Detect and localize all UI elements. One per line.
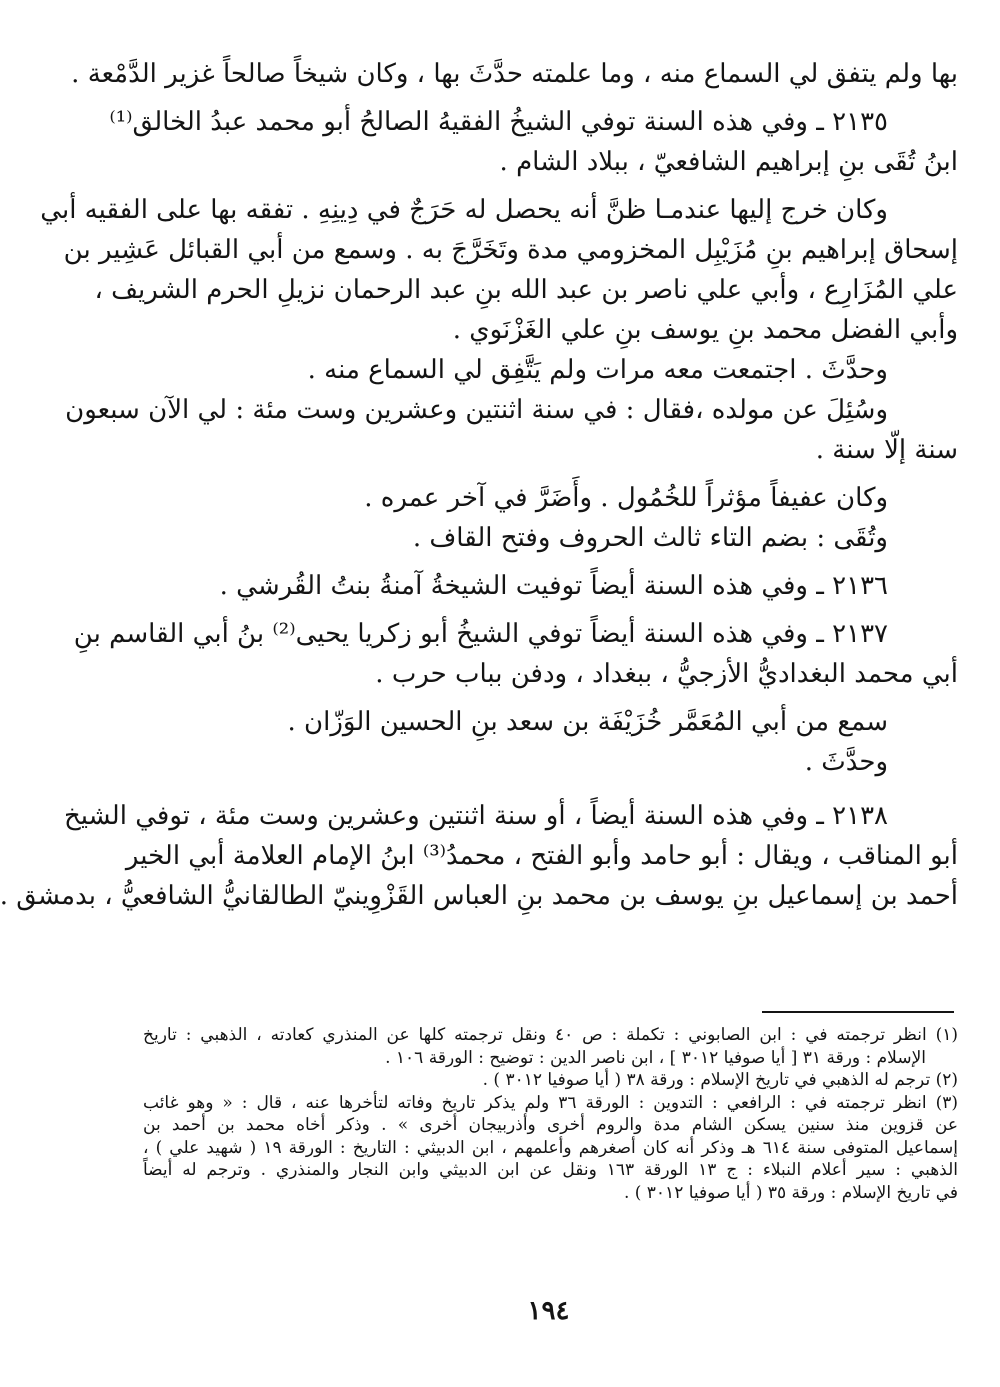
page-number: ١٩٤ <box>527 1296 570 1326</box>
footnote-1: (١) انظر ترجمته في : ابن الصابوني : تكملة : ص ٤٠ ونقل ترجمته كلها عن المنذري كعادته ، الذهبي : تاريخ <box>143 1025 958 1045</box>
text-line: إسحاق إبراهيم بنِ مُزَيْبِل المخزومي مدة وتَخَرَّجَ به . وسمع من أبي القبائل عَشِير بن <box>63 235 958 265</box>
main-text <box>0 54 958 916</box>
text-line: سنة إلّا سنة . <box>815 435 958 465</box>
text-line: وحدَّثَ . <box>804 747 888 777</box>
text-line: سمع من أبي المُعَمَّر خُزَيْفَة بن سعد بنِ الحسين الوَزّان . <box>287 707 888 737</box>
entry-2137-heading: ٢١٣٧ ـ وفي هذه السنة أيضاً توفي الشيخُ أبو زكريا يحيى⁽²⁾ بنُ أبي القاسم بنِ <box>73 619 888 649</box>
text-line: وسُئِلَ عن مولده ،فقال : في سنة اثنتين وعشرين وست مئة : لي الآن سبعون <box>65 395 888 425</box>
text-line: وأبي الفضل محمد بنِ يوسف بنِ علي الغَزْنَوي . <box>452 315 958 345</box>
text-line: بها ولم يتفق لي السماع منه ، وما علمته حدَّثَ بها ، وكان شيخاً صالحاً غزير الدَّمْعة . <box>71 59 958 89</box>
footnote-line: إسماعيل المتوفى سنة ٦١٤ هـ وذكر أنه كان أصغرهم وأعلمهم ، ابن الدبيثي : التاريخ : الورقة ١٩ ( شهيد علي ) ، <box>143 1137 958 1158</box>
text-line: وكان خرج إليها عندمـا ظنَّ أنه يحصل له حَرَجٌ في دِينِهِ . تفقه بها على الفقيه أبي <box>40 195 888 225</box>
text-line: ابنُ تُقَى بنِ إبراهيم الشافعيّ ، ببلاد الشام . <box>499 147 958 177</box>
footnotes <box>143 1024 958 1204</box>
footnote-2: (٢) ترجم له الذهبي في تاريخ الإسلام : ورقة ٣٨ ( أيا صوفيا ٣٠١٢ ) . <box>482 1070 958 1090</box>
footnote-line: في تاريخ الإسلام : ورقة ٣٥ ( أيا صوفيا ٣٠١٢ ) . <box>623 1182 958 1203</box>
text-line: وكان عفيفاً مؤثراً للخُمُول . وأَضَرَّ في آخر عمره . <box>364 483 888 513</box>
footnote-line: عن قزوين منذ سنين يسكن الشام مدة والروم أخرى وأذربيجان أخرى » . وذكر أخاه محمد بن أحمد بن <box>143 1115 958 1135</box>
footnote-line: الذهبي : سير أعلام النبلاء : ج ١٣ الورقة ١٦٣ ونقل عن ابن الدبيثي وابن النجار والمنذري . وترجم له أيضاً <box>143 1160 958 1180</box>
entry-2138-heading: ٢١٣٨ ـ وفي هذه السنة أيضاً ، أو سنة اثنتين وعشرين وست مئة ، توفي الشيخ <box>63 801 888 831</box>
text-line: وحدَّثَ . اجتمعت معه مرات ولم يَتَّفِق لي السماع منه . <box>307 355 888 385</box>
text-line: علي المُزَارِع ، وأبي علي ناصر بن عبد الله بنِ عبد الرحمان نزيلِ الحرم الشريف ، <box>94 275 958 305</box>
footnote-3: (٣) انظر ترجمته في : الرافعي : التدوين : الورقة ٣٦ ولم يذكر تاريخ وفاته لتأخرها عنه ، قال : « وهو غائب <box>143 1092 958 1113</box>
entry-2135-heading: ٢١٣٥ ـ وفي هذه السنة توفي الشيخُ الفقيهُ الصالحُ أبو محمد عبدُ الخالق⁽¹⁾ <box>109 107 888 137</box>
text-line: أحمد بن إسماعيل بنِ يوسف بن محمد بنِ العباس القَزْوِينيّ الطالقانيُّ الشافعيُّ ، بدمشق . <box>0 881 958 911</box>
text-line: وتُقَى : بضم التاء ثالث الحروف وفتح القاف . <box>412 523 888 553</box>
text-line: أبي محمد البغداديُّ الأزجيُّ ، ببغداد ، ودفن بباب حرب . <box>375 659 958 689</box>
text-line: أبو المناقب ، ويقال : أبو حامد وأبو الفتح ، محمدُ⁽³⁾ ابنُ الإمام العلامة أبي الخير <box>125 841 958 871</box>
footnote-divider <box>762 1011 954 1013</box>
entry-2136-heading: ٢١٣٦ ـ وفي هذه السنة أيضاً توفيت الشيخةُ آمنةُ بنتُ القُرشي . <box>219 571 888 601</box>
footnote-line: الإسلام : ورقة ٣١ [ أيا صوفيا ٣٠١٢ ] ، ابن ناصر الدين : توضيح : الورقة ١٠٦ . <box>385 1047 926 1068</box>
